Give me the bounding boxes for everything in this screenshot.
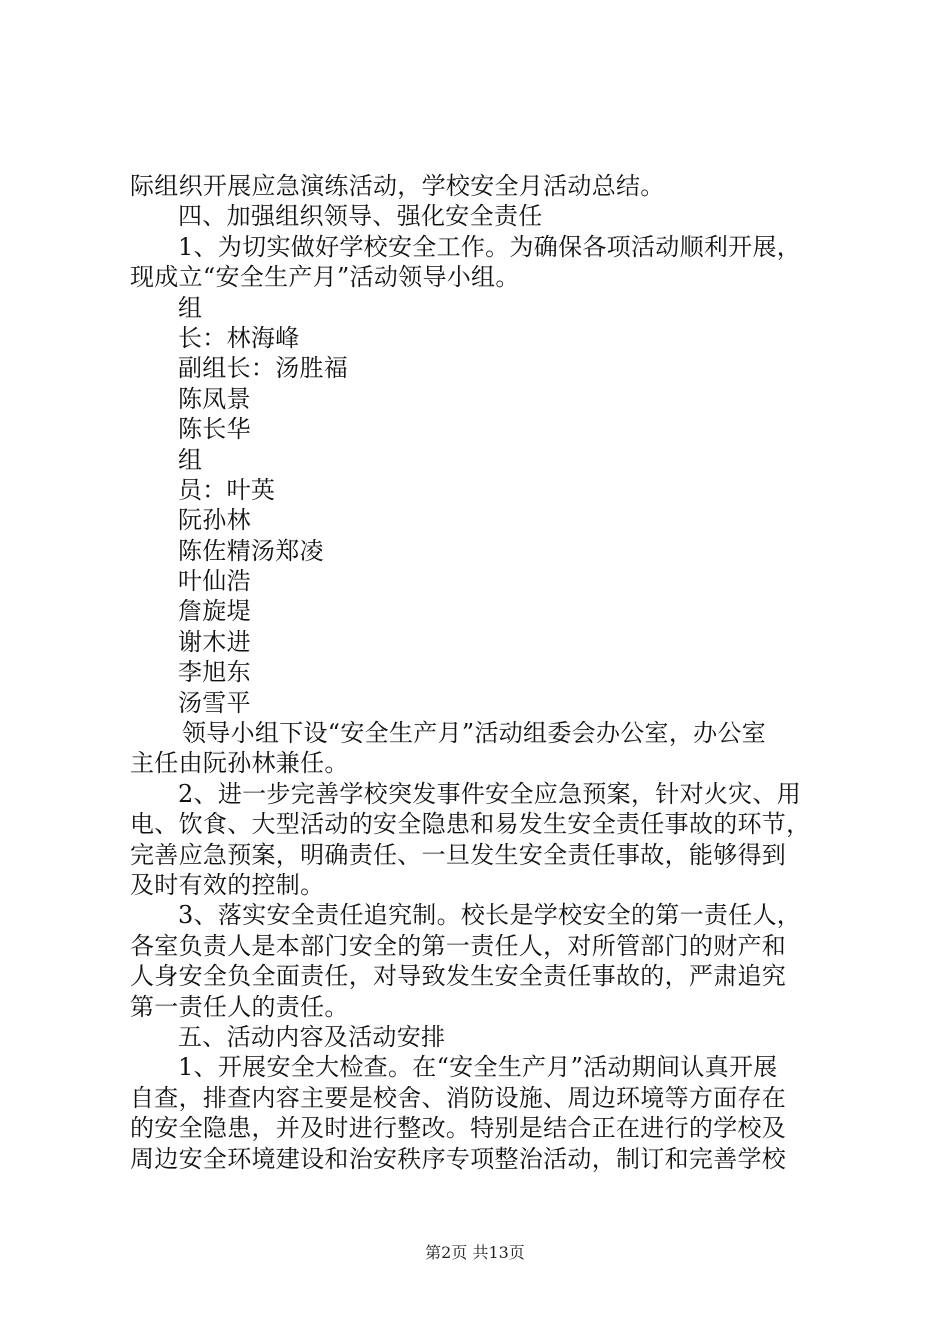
member-line: 陈凤景 (178, 384, 251, 413)
member-line: 员：叶英 (178, 475, 276, 504)
member-line: 詹旋堤 (178, 597, 251, 626)
text-line: 3、落实安全责任追究制。校长是学校安全的第一责任人， (178, 901, 802, 930)
member-line: 李旭东 (178, 658, 251, 687)
page-number-footer: 第2页 共13页 (425, 1243, 525, 1262)
member-line: 组 (178, 293, 203, 322)
member-line: 阮孙林 (178, 506, 251, 535)
member-line: 汤雪平 (178, 688, 251, 717)
text-line: 人身安全负全面责任，对导致发生安全责任事故的，严肃追究 (130, 962, 787, 991)
member-line: 陈佐精汤郑凌 (178, 536, 324, 565)
text-line: 各室负责人是本部门安全的第一责任人，对所管部门的财产和 (130, 931, 787, 960)
text-line: 第一责任人的责任。 (130, 992, 349, 1021)
text-line: 1、开展安全大检查。在“安全生产月”活动期间认真开展 (178, 1053, 778, 1082)
section-heading: 五、活动内容及活动安排 (178, 1022, 446, 1051)
text-line: 领导小组下设“安全生产月”活动组委会办公室，办公室 (182, 719, 767, 748)
document-body (130, 171, 830, 1174)
text-line: 自查，排查内容主要是校舍、消防设施、周边环境等方面存在 (130, 1083, 787, 1112)
member-line: 组 (178, 445, 203, 474)
text-line: 际组织开展应急演练活动，学校安全月活动总结。 (130, 172, 665, 200)
text-line: 的安全隐患，并及时进行整改。特别是结合正在进行的学校及 (130, 1114, 787, 1143)
text-line: 1、为切实做好学校安全工作。为确保各项活动顺利开展， (178, 232, 802, 261)
text-line: 周边安全环境建设和治安秩序专项整治活动，制订和完善学校 (130, 1144, 787, 1173)
text-line: 主任由阮孙林兼任。 (130, 749, 349, 778)
text-line: 电、饮食、大型活动的安全隐患和易发生安全责任事故的环节， (130, 810, 811, 839)
member-line: 叶仙浩 (178, 567, 251, 596)
member-line: 谢木进 (178, 627, 251, 656)
member-line: 陈长华 (178, 415, 251, 444)
section-heading: 四、加强组织领导、强化安全责任 (178, 202, 543, 231)
text-line: 完善应急预案，明确责任、一旦发生安全责任事故，能够得到 (130, 840, 787, 869)
member-line: 副组长：汤胜福 (178, 354, 349, 383)
text-line: 及时有效的控制。 (130, 870, 325, 899)
text-line: 2、进一步完善学校突发事件安全应急预案，针对火灾、用 (178, 779, 802, 808)
member-line: 长：林海峰 (178, 323, 300, 352)
text-line: 现成立“安全生产月”活动领导小组。 (130, 263, 520, 292)
